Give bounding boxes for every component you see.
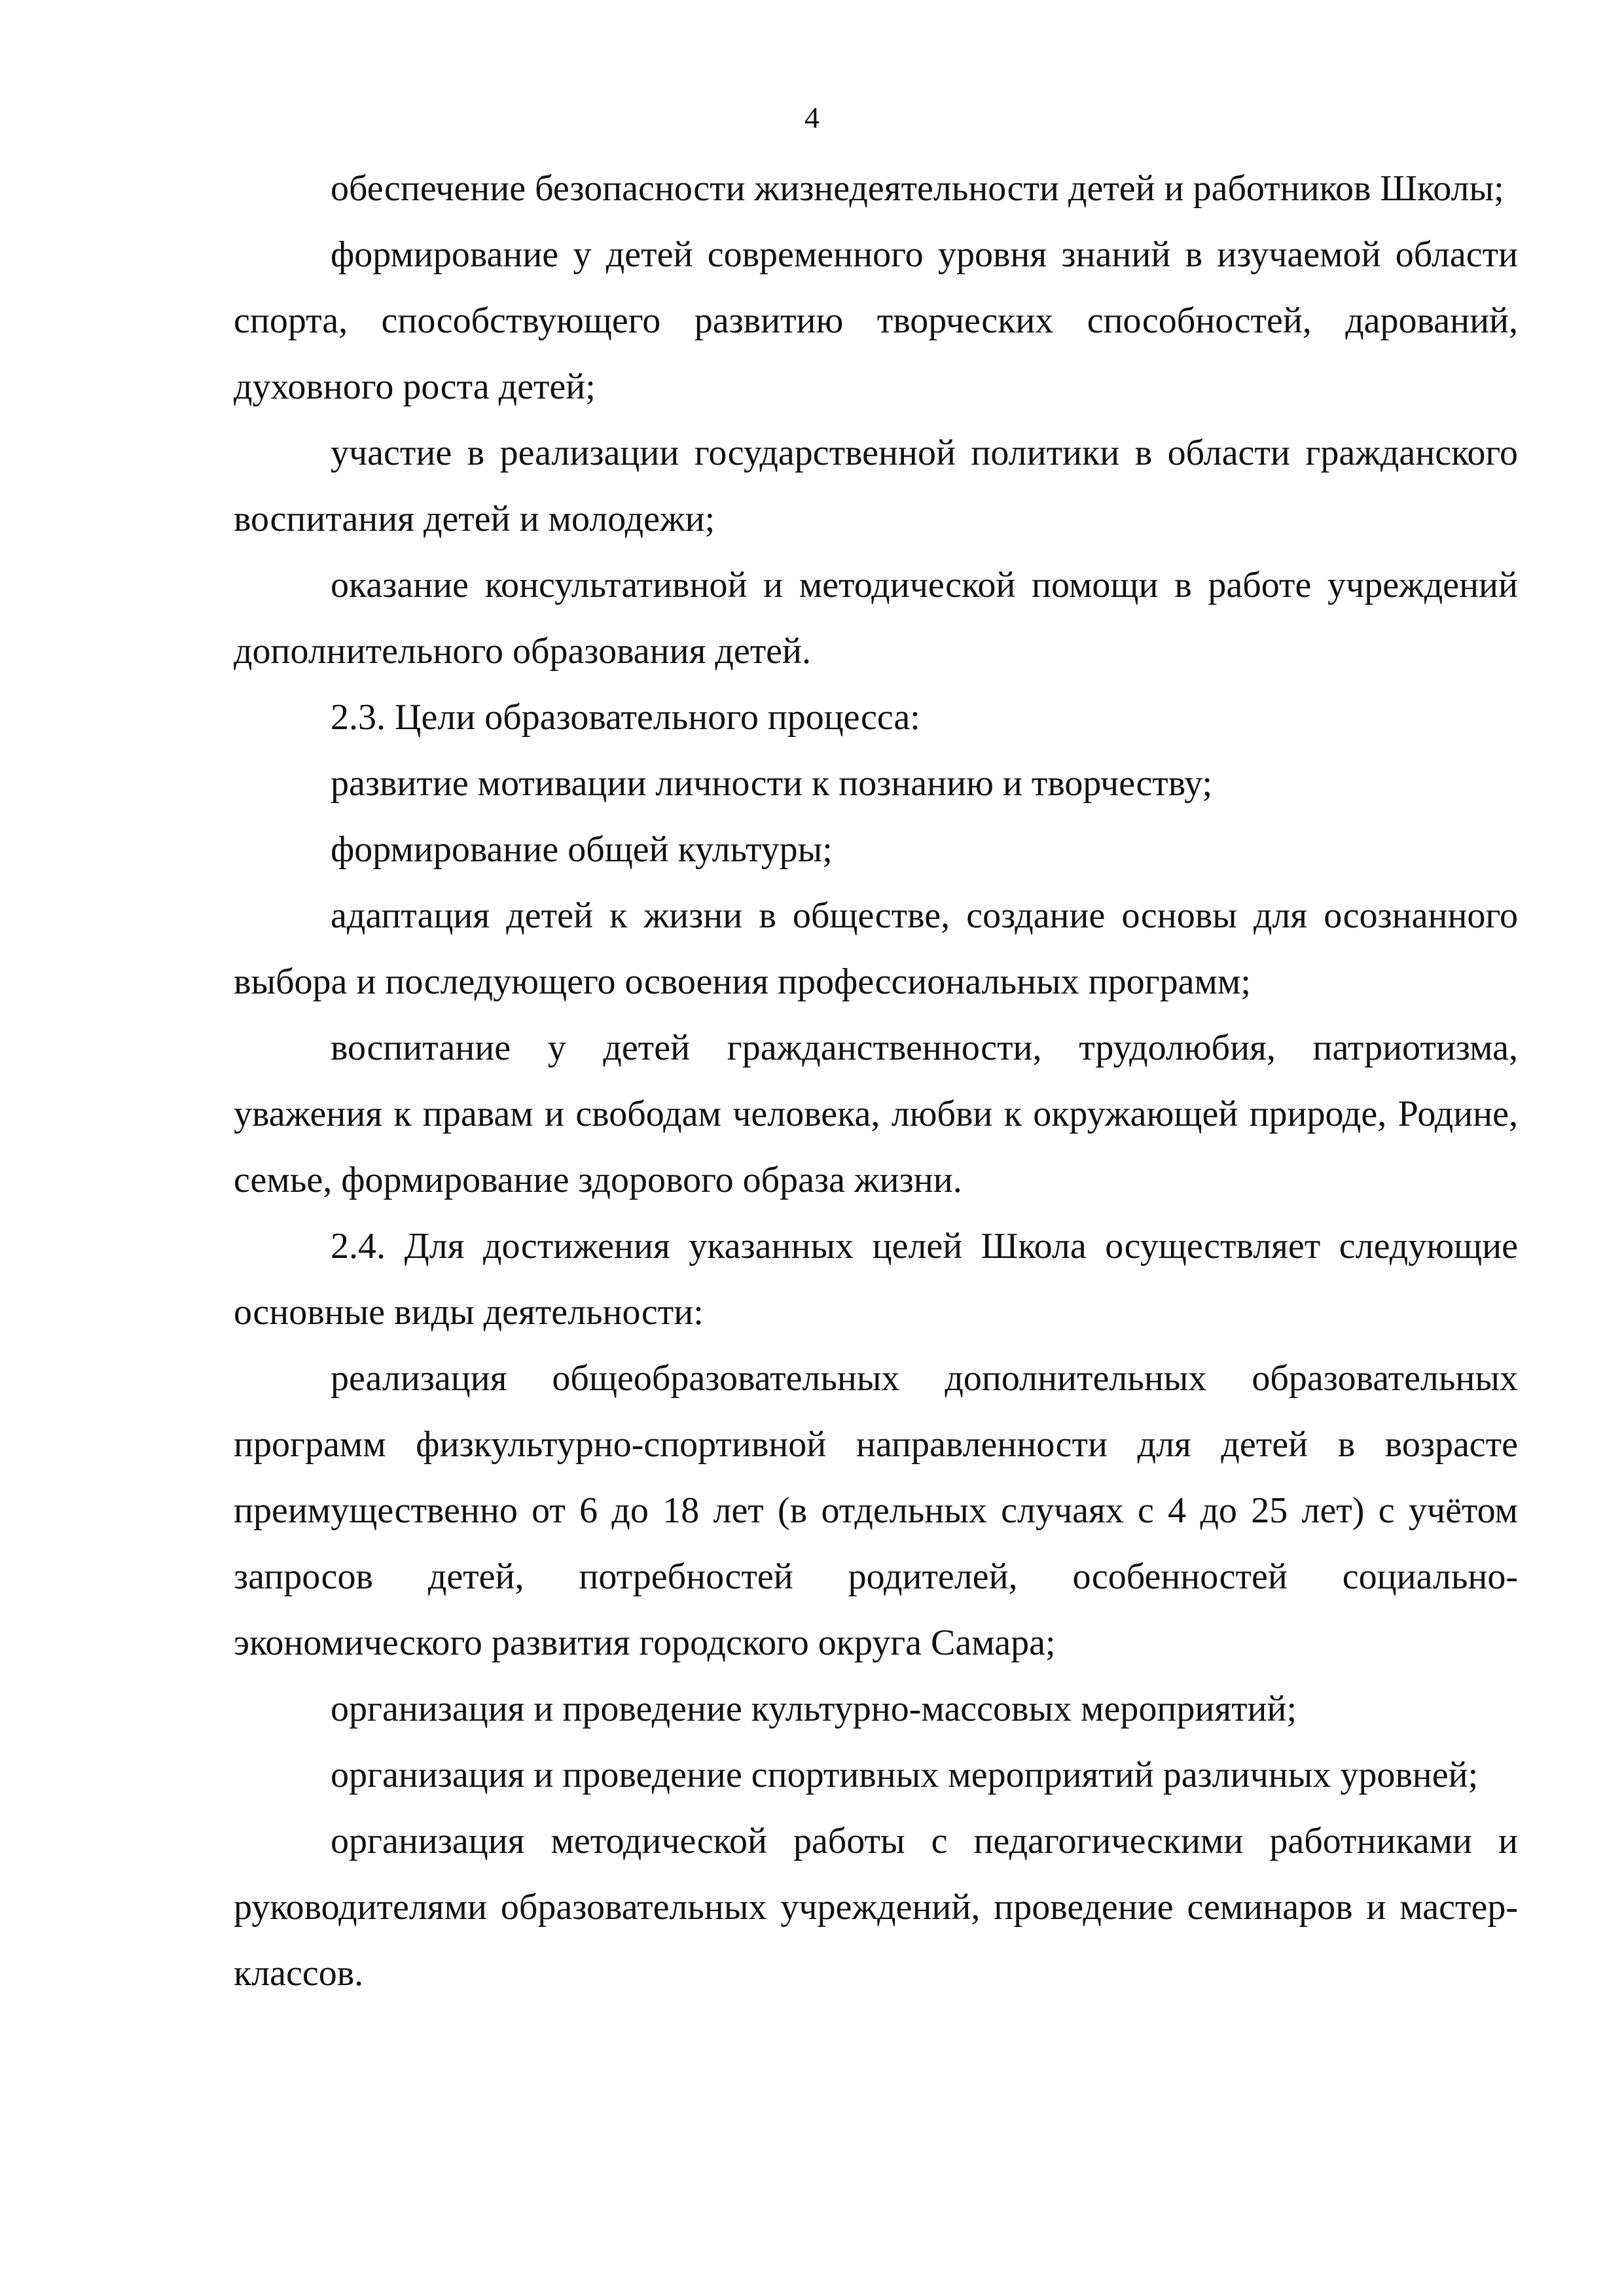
section-heading: 2.4. Для достижения указанных целей Школа осуществляет следующие основные виды деятельности: [234, 1226, 1518, 1333]
document-body [234, 156, 1518, 2007]
paragraph: реализация общеобразовательных дополнительных образовательных программ физкультурно-спортивной направленности для детей в возрасте преимущественно от 6 до 18 лет (в отдельных случаях с 4 до 25 лет) с учётом запросов детей, потребностей родителей, особенностей социально-экономического развития городского округа Самара; [234, 1358, 1518, 1663]
paragraph: обеспечение безопасности жизнедеятельности детей и работников Школы; [331, 168, 1504, 209]
page-number: 4 [804, 101, 820, 134]
paragraph: воспитание у детей гражданственности, трудолюбия, патриотизма, уважения к правам и свободам человека, любви к окружающей природе, Родине, семье, формирование здорового образа жизни. [234, 1028, 1518, 1200]
paragraph: оказание консультативной и методической помощи в работе учреждений дополнительного образования детей. [234, 565, 1518, 672]
section-heading: 2.3. Цели образовательного процесса: [331, 697, 920, 738]
paragraph: формирование у детей современного уровня знаний в изучаемой области спорта, способствующего развитию творческих способностей, дарований, духовного роста детей; [234, 234, 1518, 407]
paragraph: адаптация детей к жизни в обществе, создание основы для осознанного выбора и последующего освоения профессиональных программ; [234, 895, 1518, 1002]
paragraph: участие в реализации государственной политики в области гражданского воспитания детей и молодежи; [234, 433, 1518, 539]
paragraph: организация и проведение культурно-массовых мероприятий; [331, 1689, 1297, 1729]
paragraph: организация и проведение спортивных мероприятий различных уровней; [331, 1755, 1479, 1795]
paragraph: развитие мотивации личности к познанию и творчеству; [331, 763, 1213, 804]
paragraph: формирование общей культуры; [331, 829, 833, 870]
paragraph: организация методической работы с педагогическими работниками и руководителями образовательных учреждений, проведение семинаров и мастер-классов. [234, 1821, 1518, 1994]
